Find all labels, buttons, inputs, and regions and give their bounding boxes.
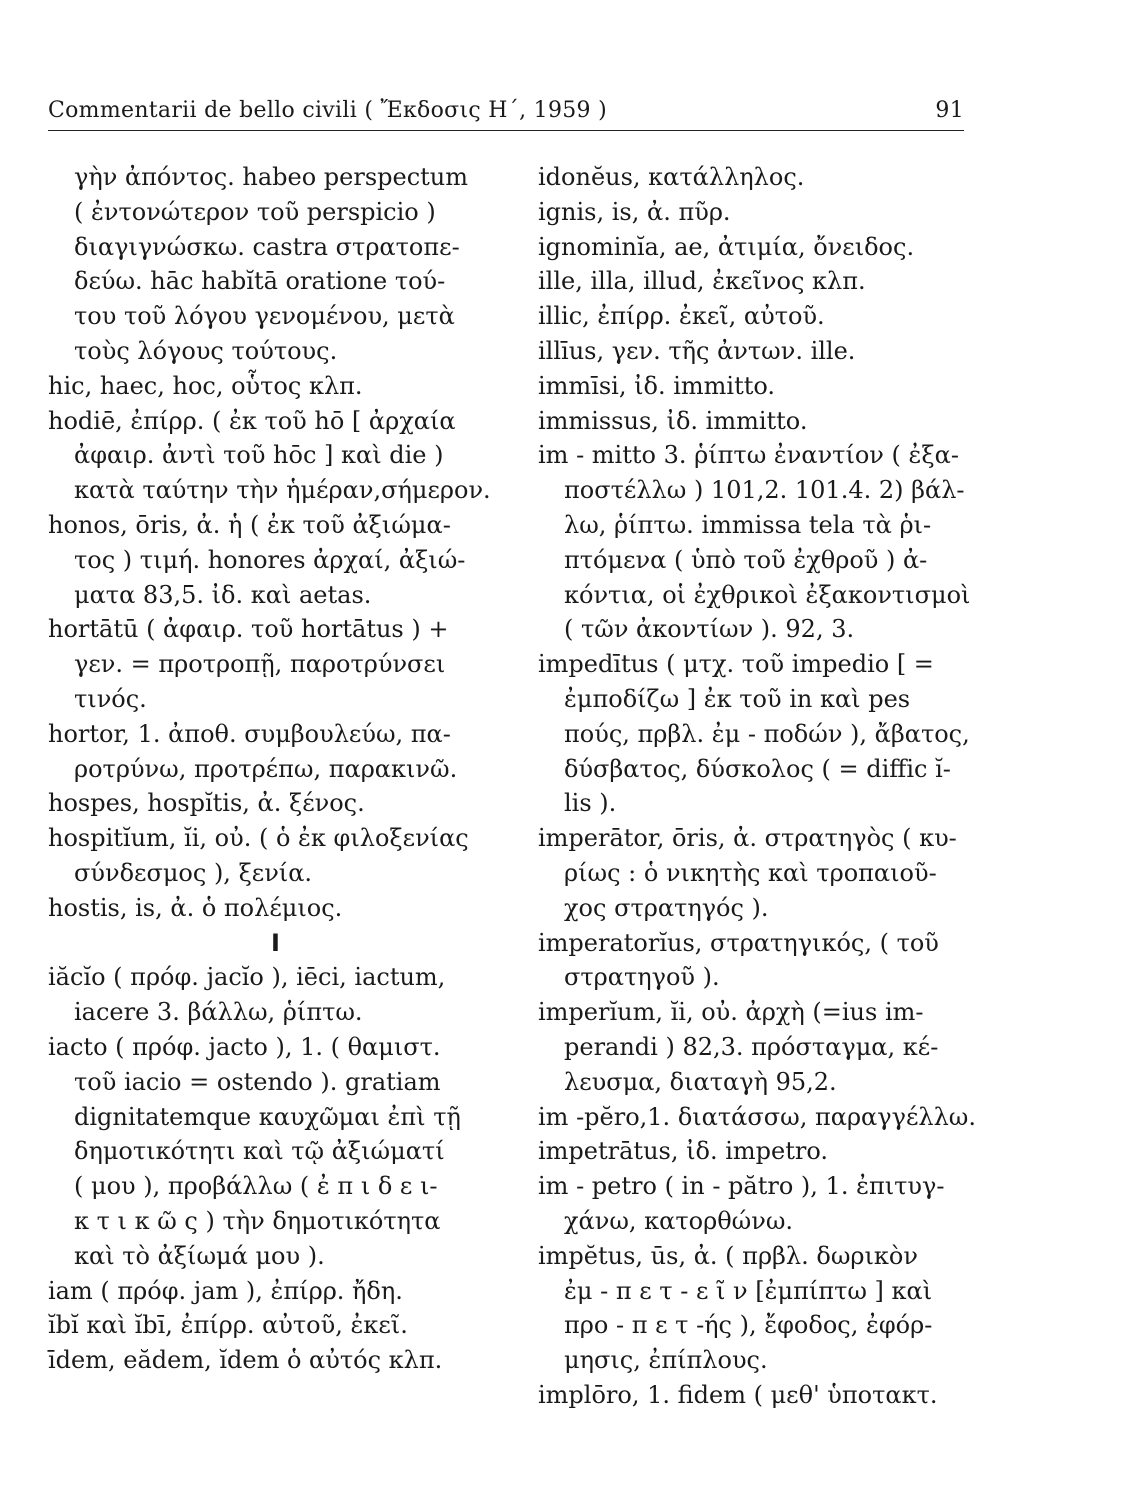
dictionary-line: μησις, ἐπίπλους. xyxy=(564,1346,768,1375)
dictionary-line: χάνω, κατορθώνω. xyxy=(564,1206,794,1235)
dictionary-line: στρατηγοῦ ). xyxy=(564,963,720,992)
dictionary-line: im -pĕro,1. διατάσσω, παραγγέλλω. xyxy=(538,1102,976,1131)
dictionary-line: īdem, eădem, ĭdem ὁ αὐτός κλπ. xyxy=(48,1346,443,1375)
right-column xyxy=(538,160,976,1413)
dictionary-line: του τοῦ λόγου γενομένου, μετὰ xyxy=(74,302,455,331)
dictionary-line: hic, haec, hoc, οὗτος κλπ. xyxy=(48,371,363,400)
dictionary-line: κ τ ι κ ῶ ς ) τὴν δημοτικότητα xyxy=(74,1206,441,1235)
dictionary-line: imperĭum, ĭi, οὐ. ἀρχὴ (=ius im- xyxy=(538,998,924,1027)
dictionary-line: ( μου ), προβάλλω ( ἐ π ι δ ε ι- xyxy=(74,1172,438,1201)
dictionary-line: ignominĭa, ae, ἀτιμία, ὄνειδος. xyxy=(538,232,915,261)
dictionary-line: immissus, ἰδ. immitto. xyxy=(538,406,808,435)
dictionary-line: κόντια, οἱ ἐχθρικοὶ ἐξακοντισμοὶ xyxy=(564,580,971,609)
dictionary-line: ματα 83,5. ἰδ. καὶ aetas. xyxy=(74,580,372,609)
dictionary-line: ( τῶν ἀκοντίων ). 92, 3. xyxy=(564,615,855,644)
dictionary-line: καὶ τὸ ἀξίωμά μου ). xyxy=(74,1241,325,1270)
dictionary-line: ignis, is, ἀ. πῦρ. xyxy=(538,197,731,226)
header-title: Commentarii de bello civili ( Ἔκδοσις Η΄, 1959 ) xyxy=(48,98,608,123)
dictionary-line: hodiē, ἐπίρρ. ( ἐκ τοῦ hō [ ἀρχαία xyxy=(48,406,456,435)
dictionary-line: χος στρατηγός ). xyxy=(564,893,769,922)
dictionary-line: ροτρύνω, προτρέπω, παρακινῶ. xyxy=(74,754,458,783)
dictionary-line: διαγιγνώσκω. castra στρατοπε- xyxy=(74,232,460,261)
dictionary-line: πούς, πρβλ. ἐμ - ποδών ), ἄβατος, xyxy=(564,719,970,748)
dictionary-line: iam ( πρόφ. jam ), ἐπίρρ. ἤδη. xyxy=(48,1276,403,1305)
dictionary-line: idonĕus, κατάλληλος. xyxy=(538,163,805,191)
running-header xyxy=(48,94,964,131)
dictionary-line: τοῦ iacio = ostendo ). gratiam xyxy=(74,1067,441,1096)
dictionary-line: imperātor, ōris, ἀ. στρατηγὸς ( κυ- xyxy=(538,824,957,853)
dictionary-line: illic, ἐπίρρ. ἐκεῖ, αὐτοῦ. xyxy=(538,302,825,331)
dictionary-line: ĭbĭ καὶ ĭbī, ἐπίρρ. αὐτοῦ, ἐκεῖ. xyxy=(48,1311,408,1340)
dictionary-line: λω, ῥίπτω. immissa tela τὰ ῥι- xyxy=(564,510,932,539)
dictionary-line: illīus, γεν. τῆς ἀντων. ille. xyxy=(538,336,856,365)
dictionary-line: implōro, 1. fidem ( μεθ' ὑποτακτ. xyxy=(538,1380,938,1409)
dictionary-line: τινός. xyxy=(74,684,147,713)
dictionary-line: perandi ) 82,3. πρόσταγμα, κέ- xyxy=(564,1032,939,1061)
dictionary-line: προ - π ε τ -ής ), ἔφοδος, ἐφόρ- xyxy=(564,1311,933,1340)
dictionary-line: dignitatemque καυχῶμαι ἐπὶ τῇ xyxy=(74,1102,461,1131)
page-number: 91 xyxy=(935,98,964,123)
dictionary-line: λευσμα, διαταγὴ 95,2. xyxy=(564,1067,837,1096)
dictionary-line: δημοτικότητι καὶ τῷ ἀξιώματί xyxy=(74,1137,445,1166)
dictionary-line: hostis, is, ἀ. ὁ πολέμιος. xyxy=(48,893,343,922)
dictionary-line: hospitĭum, ĭi, οὐ. ( ὁ ἐκ φιλοξενίας xyxy=(48,824,469,853)
dictionary-line: πτόμενα ( ὑπὸ τοῦ ἐχθροῦ ) ἀ- xyxy=(564,545,928,574)
dictionary-line: γεν. = προτροπῇ, παροτρύνσει xyxy=(74,650,446,679)
dictionary-line: iacere 3. βάλλω, ῥίπτω. xyxy=(74,998,363,1027)
dictionary-line: iăcĭo ( πρόφ. jacĭo ), iēci, iactum, xyxy=(48,963,446,992)
dictionary-line: imperatorĭus, στρατηγικός, ( τοῦ xyxy=(538,928,939,957)
dictionary-line: τος ) τιμή. honores ἀρχαί, ἀξιώ- xyxy=(74,545,466,574)
dictionary-line: ἐμ - π ε τ - ε ῖ ν [ἐμπίπτω ] καὶ xyxy=(564,1276,933,1305)
dictionary-line: impĕtus, ūs, ἀ. ( πρβλ. δωρικὸν xyxy=(538,1241,918,1270)
dictionary-line: hortor, 1. ἀποθ. συμβουλεύω, πα- xyxy=(48,719,451,748)
dictionary-line: ille, illa, illud, ἐκεῖνος κλπ. xyxy=(538,267,866,296)
dictionary-line: iacto ( πρόφ. jacto ), 1. ( θαμιστ. xyxy=(48,1032,441,1061)
dictionary-line: ποστέλλω ) 101,2. 101.4. 2) βάλ- xyxy=(564,476,965,505)
left-column xyxy=(48,160,503,1378)
dictionary-line: lis ). xyxy=(564,789,617,818)
dictionary-line: ἐμποδίζω ] ἐκ τοῦ in καὶ pes xyxy=(564,684,911,713)
dictionary-line: δύσβατος, δύσκολος ( = diffic ĭ- xyxy=(564,754,951,783)
dictionary-line: impedītus ( μτχ. τοῦ impedio [ = xyxy=(538,650,934,679)
dictionary-line: im - petro ( in - pătro ), 1. ἐπιτυγ- xyxy=(538,1172,945,1201)
dictionary-line: im - mitto 3. ῥίπτω ἐναντίον ( ἐξα- xyxy=(538,441,959,470)
section-letter: I xyxy=(271,928,280,957)
dictionary-line: δεύω. hāc habĭtā oratione τού- xyxy=(74,267,446,296)
dictionary-line: impetrātus, ἰδ. impetro. xyxy=(538,1137,828,1166)
dictionary-line: κατὰ ταύτην τὴν ἡμέραν,σήμερον. xyxy=(74,476,491,505)
dictionary-line: hospes, hospĭtis, ἀ. ξένος. xyxy=(48,789,365,818)
dictionary-line: τοὺς λόγους τούτους. xyxy=(74,336,338,365)
dictionary-line: immīsi, ἰδ. immitto. xyxy=(538,371,776,400)
dictionary-line: ρίως : ὁ νικητὴς καὶ τροπαιοῦ- xyxy=(564,858,937,887)
dictionary-line: honos, ōris, ἀ. ἡ ( ἐκ τοῦ ἀξιώμα- xyxy=(48,510,451,539)
dictionary-line: ( ἐντονώτερον τοῦ perspicio ) xyxy=(74,197,436,226)
dictionary-line: σύνδεσμος ), ξενία. xyxy=(74,858,313,887)
dictionary-line: ἀφαιρ. ἀντὶ τοῦ hōc ] καὶ die ) xyxy=(74,441,444,470)
dictionary-line: γὴν ἀπόντος. habeo perspectum xyxy=(74,163,469,191)
dictionary-line: hortātū ( ἀφαιρ. τοῦ hortātus ) + xyxy=(48,615,449,644)
